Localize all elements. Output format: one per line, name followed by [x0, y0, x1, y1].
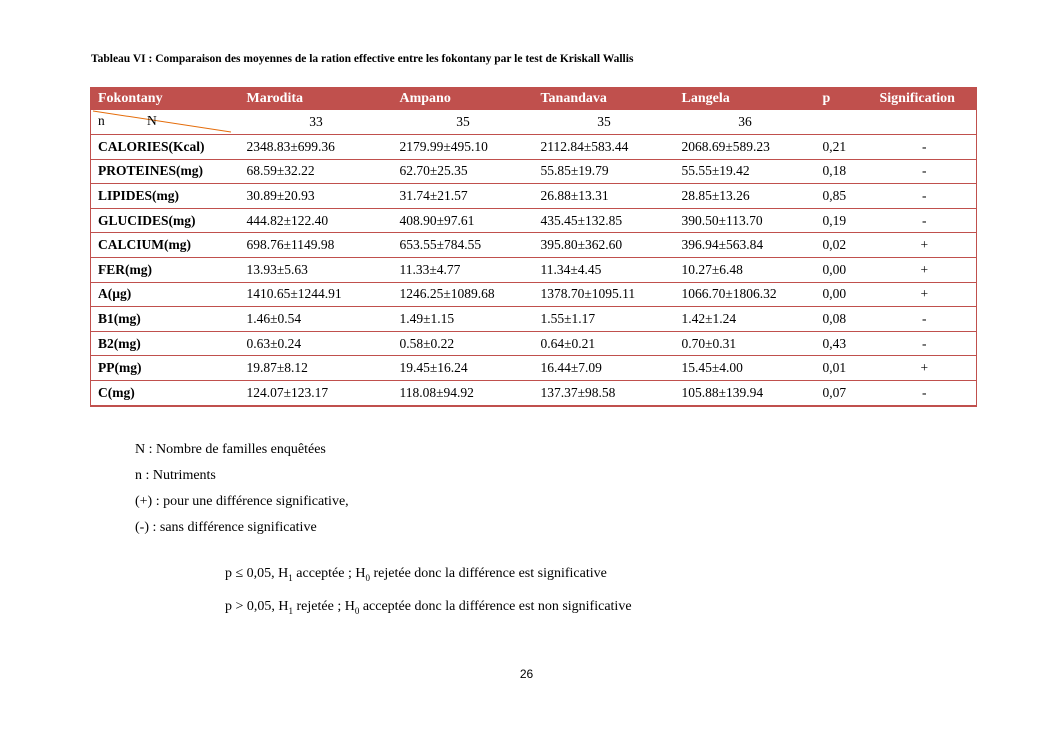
ampano-cell: 2179.99±495.10 [393, 135, 534, 160]
legend [135, 437, 349, 541]
langela-cell: 390.50±113.70 [675, 208, 816, 233]
marodita-cell: 30.89±20.93 [240, 184, 393, 209]
marodita-cell: 444.82±122.40 [240, 208, 393, 233]
page-number: 26 [519, 667, 534, 681]
legend-item: N : Nombre de familles enquêtées [135, 442, 326, 457]
signification-cell: - [873, 135, 977, 160]
nutrient-cell: FER(mg) [91, 257, 240, 282]
nutrient-cell: GLUCIDES(mg) [91, 208, 240, 233]
tanandava-cell: 435.45±132.85 [534, 208, 675, 233]
p-value-cell: 0,85 [816, 184, 873, 209]
table-body [91, 135, 977, 406]
nutrient-cell: B1(mg) [91, 307, 240, 332]
ampano-cell: 653.55±784.55 [393, 233, 534, 258]
header-signification: Signification [873, 88, 977, 111]
langela-cell: 1.42±1.24 [675, 307, 816, 332]
header-row [91, 88, 977, 111]
nutrient-cell: CALORIES(Kcal) [91, 135, 240, 160]
signification-cell: - [873, 208, 977, 233]
header-tanandava: Tanandava [534, 88, 675, 111]
langela-cell: 28.85±13.26 [675, 184, 816, 209]
ampano-cell: 1.49±1.15 [393, 307, 534, 332]
signification-cell: - [873, 184, 977, 209]
tanandava-cell: 1378.70±1095.11 [534, 282, 675, 307]
count-ampano: 35 [393, 110, 534, 135]
diagonal-line [91, 110, 240, 134]
langela-cell: 396.94±563.84 [675, 233, 816, 258]
p-value-cell: 0,00 [816, 257, 873, 282]
p-value-cell: 0,21 [816, 135, 873, 160]
langela-cell: 1066.70±1806.32 [675, 282, 816, 307]
count-marodita: 33 [240, 110, 393, 135]
legend-item: (-) : sans différence significative [135, 520, 317, 535]
rule-not-significant: p > 0,05, $H_1$ rejetée ; $H_0$ acceptée donc la différence est non significative [225, 599, 632, 616]
tanandava-cell: 1.55±1.17 [534, 307, 675, 332]
legend-item: (+) : pour une différence significative, [135, 494, 349, 509]
tanandava-cell: 137.37±98.58 [534, 380, 675, 405]
ampano-cell: 11.33±4.77 [393, 257, 534, 282]
table-caption: Tableau VI : Comparaison des moyennes de la ration effective entre les fokontany par le test de Kriskall Wallis [91, 53, 634, 65]
count-row [91, 110, 977, 135]
marodita-cell: 0.63±0.24 [240, 331, 393, 356]
ampano-cell: 62.70±25.35 [393, 159, 534, 184]
p-value-cell: 0,01 [816, 356, 873, 381]
tanandava-cell: 16.44±7.09 [534, 356, 675, 381]
marodita-cell: 698.76±1149.98 [240, 233, 393, 258]
table-row [91, 282, 977, 307]
ampano-cell: 19.45±16.24 [393, 356, 534, 381]
nutrient-cell: PROTEINES(mg) [91, 159, 240, 184]
table-row [91, 233, 977, 258]
tanandava-cell: 26.88±13.31 [534, 184, 675, 209]
table-row [91, 184, 977, 209]
comparison-table [90, 87, 977, 407]
table-row [91, 380, 977, 405]
N-label: N [147, 113, 157, 128]
nutrient-cell: C(mg) [91, 380, 240, 405]
signification-cell: - [873, 307, 977, 332]
marodita-cell: 19.87±8.12 [240, 356, 393, 381]
table-row [91, 356, 977, 381]
ampano-cell: 118.08±94.92 [393, 380, 534, 405]
langela-cell: 105.88±139.94 [675, 380, 816, 405]
table-row [91, 159, 977, 184]
table-row [91, 307, 977, 332]
ampano-cell: 1246.25±1089.68 [393, 282, 534, 307]
nutrient-cell: LIPIDES(mg) [91, 184, 240, 209]
nutrient-cell: CALCIUM(mg) [91, 233, 240, 258]
tanandava-cell: 2112.84±583.44 [534, 135, 675, 160]
p-value-cell: 0,18 [816, 159, 873, 184]
n-label: n [98, 113, 105, 128]
signification-cell: + [873, 282, 977, 307]
nutrient-cell: B2(mg) [91, 331, 240, 356]
table-row [91, 135, 977, 160]
header-fokontany: Fokontany [91, 88, 240, 111]
legend-item: n : Nutriments [135, 468, 216, 483]
header-p: p [816, 88, 873, 111]
table-row [91, 331, 977, 356]
n-N-cell [91, 110, 240, 135]
langela-cell: 55.55±19.42 [675, 159, 816, 184]
p-value-cell: 0,08 [816, 307, 873, 332]
p-value-cell: 0,00 [816, 282, 873, 307]
signification-cell: + [873, 356, 977, 381]
langela-cell: 10.27±6.48 [675, 257, 816, 282]
tanandava-cell: 0.64±0.21 [534, 331, 675, 356]
table-row [91, 208, 977, 233]
p-value-cell: 0,02 [816, 233, 873, 258]
marodita-cell: 1410.65±1244.91 [240, 282, 393, 307]
signification-cell: + [873, 257, 977, 282]
ampano-cell: 31.74±21.57 [393, 184, 534, 209]
signification-cell: - [873, 159, 977, 184]
signification-cell: - [873, 380, 977, 405]
header-langela: Langela [675, 88, 816, 111]
marodita-cell: 68.59±32.22 [240, 159, 393, 184]
p-value-cell: 0,07 [816, 380, 873, 405]
marodita-cell: 2348.83±699.36 [240, 135, 393, 160]
count-tanandava: 35 [534, 110, 675, 135]
signification-cell: - [873, 331, 977, 356]
p-value-cell: 0,43 [816, 331, 873, 356]
marodita-cell: 13.93±5.63 [240, 257, 393, 282]
marodita-cell: 124.07±123.17 [240, 380, 393, 405]
tanandava-cell: 395.80±362.60 [534, 233, 675, 258]
header-ampano: Ampano [393, 88, 534, 111]
tanandava-cell: 11.34±4.45 [534, 257, 675, 282]
langela-cell: 15.45±4.00 [675, 356, 816, 381]
langela-cell: 0.70±0.31 [675, 331, 816, 356]
marodita-cell: 1.46±0.54 [240, 307, 393, 332]
header-marodita: Marodita [240, 88, 393, 111]
p-value-cell: 0,19 [816, 208, 873, 233]
count-langela: 36 [675, 110, 816, 135]
tanandava-cell: 55.85±19.79 [534, 159, 675, 184]
signification-cell: + [873, 233, 977, 258]
ampano-cell: 0.58±0.22 [393, 331, 534, 356]
langela-cell: 2068.69±589.23 [675, 135, 816, 160]
ampano-cell: 408.90±97.61 [393, 208, 534, 233]
table-row [91, 257, 977, 282]
nutrient-cell: PP(mg) [91, 356, 240, 381]
rule-significant: p ≤ 0,05, $H_1$ acceptée ; $H_0$ rejetée donc la différence est significative [225, 566, 607, 583]
nutrient-cell: A(µg) [91, 282, 240, 307]
